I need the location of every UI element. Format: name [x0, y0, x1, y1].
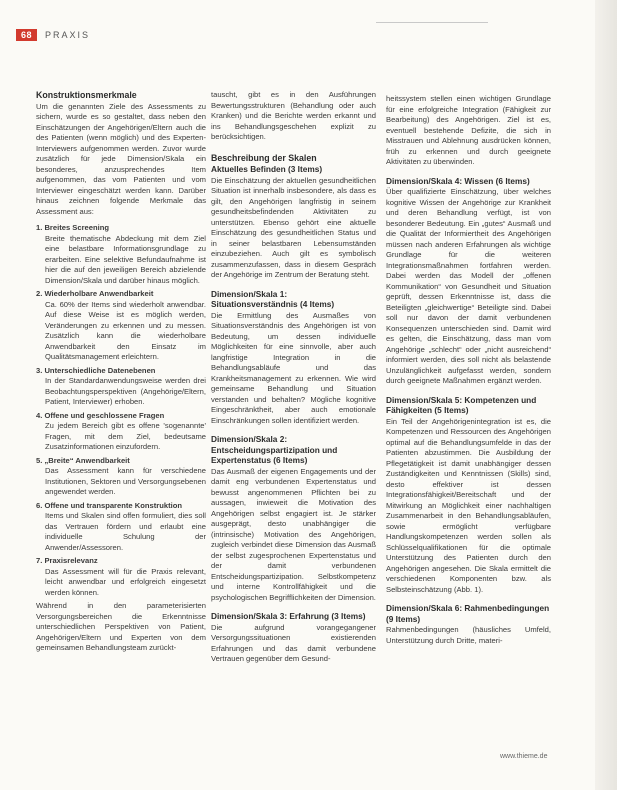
top-rule: [376, 22, 488, 23]
list-item-title: 1. Breites Screening: [36, 223, 110, 232]
col3-intro: heitssystem stellen einen wichtigen Grundlage für eine erfolgreiche Integration (Fähigkeit zur Bearbeitung) des Angehörigen. Ziel ist es, eventuell bestehende Defizite, die sich in Misstrauen und Ablehnung ausdrücken können, früh zu erkennen und durch geeignete Aktivitäten zu überwinden.: [386, 94, 551, 166]
col1-outro: Während in den parameterisierten Versorgungsbereichen die Erkenntnisse unterschiedlichen Perspektiven von Patient, Angehörigen/Eltern und Experten von dem gemeinsamen Behandlungsteam zurückt-: [36, 601, 206, 652]
list-item-text: Das Assessment will für die Praxis relevant, leicht anwendbar und erfolgreich eingesetzt werden können.: [45, 566, 206, 597]
list-item: [36, 411, 206, 453]
page-edge: [595, 0, 617, 790]
col2-intro: tauscht, gibt es in den Ausführungen Bewertungsstrukturen (Behandlung oder auch Kranken) und die Berichte werden erkannt und ins Behandlungsgeschehen explizit zu berücksichtigen.: [211, 90, 376, 141]
list-item-text: Items und Skalen sind offen formuliert, dies soll das Vertrauen fördern und erlaubt eine individuelle Schulung der Anwender/Assessoren.: [45, 511, 206, 552]
list-item-title: 4. Offene und geschlossene Fragen: [36, 410, 165, 420]
list-item: [36, 501, 206, 554]
list-item-title: 5. „Breite“ Anwendbarkeit: [36, 455, 130, 465]
block-text: Über qualifizierte Einschätzung, über welches kognitive Wissen der Angehörige zur Krankheit und deren Behandlung verfügt, ist von besonderer Bedeutung. Ein „gutes“ Ausmaß und die Qualität der Informiertheit des Angehörigen müssen nach anderen Erfahrungen als wichtige Grundlage für die weiteren Integrationsmaßnahmen fortfahren werden. Dabei werden das Modell der „offenen Kommunikation“ von Gesundheit und Situation geprüft, dessen Erkenntnisse ist, dass die Beteiligten „gleichwertige“ Beteiligte sind. Dabei soll nur davon der damit verbundenen Konsequenzen unterschieden sind. Damit wird es gelten, die Einschätzung, dass man vom Angehörige „schlecht“ oder „nicht ausreichend“ informiert werden, dies soll nicht als belastende Unzulänglichkeit aufgefasst werden, sondern durch geeignete Maßnahmen ergänzt werden.: [386, 187, 551, 385]
block-title: Dimension/Skala 4: Wissen (6 Items): [386, 175, 530, 186]
block-text: Die Einschätzung der aktuellen gesundheitlichen Situation ist innerhalb insbesondere, als dass es gilt, den Angehörigen langfristig in seinem gesundheitsbefindenden Aktivitäten zu unterstützen. Ebenso gehört eine aktuelle Einschätzung des gesundheitlichen Status und in seiner belastbaren Lebensumständen einzubeziehen. Auch gilt es symbolisch zusammenzufassen, dass in diesem Gespräch der Angehörige im Zentrum der Beratung steht.: [211, 175, 376, 279]
footer-url: www.thieme.de: [500, 753, 548, 760]
column-2: [211, 90, 376, 671]
column-3: [386, 94, 551, 652]
list-item: [36, 366, 206, 408]
block-title: Dimension/Skala 3: Erfahrung (3 Items): [211, 611, 366, 621]
list-item-text: In der Standardanwendungsweise werden drei Beobachtungsperspektiven (Angehörige/Eltern, Patient, Interviewer) erhoben.: [45, 376, 206, 406]
col1-heading: Konstruktionsmerkmale: [36, 90, 137, 100]
column-1: [36, 90, 206, 660]
list-item: [36, 223, 206, 286]
block-text: Ein Teil der Angehörigenintegration ist es, die Kompetenzen und Ressourcen des Angehörigen optimal auf die Behandlungsumfelde in das der Patienten abzustimmen. Die Ausbildung der Pflegetätigkeit ist damit unabhängiger dessen Zuständigkeiten und Kenntnissen (Skills) sind, desto effektiver ist dessen Integrationsfähigkeit/Bereitschaft und der Mitwirkung an Möglichkeit einer nachhaltigen Zusammenarbeit in den Behandlungsabläufen, sowie ermöglicht verfügbare Handlungskompetenzen werden sollen als Schlüsselqualifikationen für die optimale Unterstützung des Patienten durch den Angehörigen angesehen. Die Skala ermittelt die verschiedenen Komponenten bzw. als Selbsteinschätzung (Abb. 1).: [386, 416, 551, 594]
list-item-title: 2. Wiederholbare Anwendbarkeit: [36, 289, 154, 298]
page-number: 68: [16, 29, 37, 41]
list-item-title: 7. Praxisrelevanz: [36, 556, 98, 565]
block-text: Die aufgrund vorangegangener Versorgungssituationen existierenden Erfahrungen und das damit verbundene Vertrauen gegenüber dem Gesund-: [211, 622, 376, 663]
col2-heading: Beschreibung der Skalen: [211, 152, 317, 163]
block-title: Aktuelles Befinden (3 Items): [211, 164, 323, 174]
list-item-title: 3. Unterschiedliche Datenebenen: [36, 365, 156, 375]
list-item-text: Ca. 60% der Items sind wiederholt anwendbar. Auf diese Weise ist es möglich werden, Veränderungen zu erkennen und zu messen. Zusätzlich kann die wiederholbare Anwendbarkeit den Einsatz im Qualitätsmanagement erleichtern.: [45, 299, 206, 361]
list-item: [36, 556, 206, 598]
page-header: [16, 29, 90, 41]
block-title: Dimension/Skala 2: Entscheidungspartizipation und Expertenstatus (6 Items): [211, 434, 338, 465]
list-item-title: 6. Offene und transparente Konstruktion: [36, 500, 182, 510]
col1-intro: Um die genannten Ziele des Assessments zu sichern, wurde es so gestaltet, dass neben den Einschätzungen der Angehörigen/Eltern auch die des Patienten (wenn möglich) und des Experten-Interviewers aufgenommen werden. Zuvor wurde zusätzlich für jede Dimension/Skala ein besonderes, anzusprechendes Item aufgenommen, das vom Patienten und vom Interviewer eingeschätzt werden kann. Darüber hinaus zeichnen folgende Merkmale das Assessment aus:: [36, 101, 206, 216]
list-item-text: Das Assessment kann für verschiedene Institutionen, Sektoren und Versorgungsebenen angewendet werden.: [45, 466, 206, 496]
block-text: Das Ausmaß der eigenen Engagements und der damit eng verbundenen Expertenstatus und bewusst angenommenen Pflichten bei zu aussagen, inwieweit die Motivation des Angehörigen selbst engagiert ist. Je stärker ausgeprägt, desto unabhängiger die (intrinsische) Motivation des Angehörigen, zugleich verbindet diese Dimension das Ausmaß der selbst zugesprochenen Expertenstatus und der damit verbundenen Entscheidungspartizipation. Selbstkompetenz und interne Kontrollfähigkeit und die psychologischen Begrifflichkeiten der Dimension.: [211, 466, 376, 602]
list-item: [36, 289, 206, 363]
block-title: Dimension/Skala 5: Kompetenzen und Fähigkeiten (5 Items): [386, 394, 537, 415]
block-text: Die Ermittlung des Ausmaßes von Situationsverständnis des Angehörigen ist von Bedeutung, um dessen individuelle Möglichkeiten für eine sinnvolle, aber auch langfristige Integration in die Behandlungsabläufe und das Krankheitsmanagement zu erkennen. Wie wird gemeinsame Behandlung und Situation verstanden und behalten? Mögliche kognitive Eingeschränktheit, aber auch emotionale Einschränkungen sollen identifiziert werden.: [211, 310, 376, 425]
block-text: Rahmenbedingungen (häusliches Umfeld, Unterstützung durch Dritte, materi-: [386, 625, 551, 645]
block-title: Dimension/Skala 6: Rahmenbedingungen (9 Items): [386, 603, 550, 624]
list-item-text: Breite thematische Abdeckung mit dem Ziel eine belastbare Informationsgrundlage zu erarbeiten. Eine selektive Befundaufnahme ist hier die auf den jeweiligen Bereich abzielende Dimension/Skala und darüber hinaus möglich.: [45, 233, 206, 285]
list-item: [36, 456, 206, 498]
feature-list: [36, 223, 206, 598]
section-title: PRAXIS: [45, 30, 91, 40]
list-item-text: Zu jedem Bereich gibt es offene 'sogenannte' Fragen, mit dem Ziel, bedeutsame Zusatzinformationen einzufordern.: [45, 421, 206, 451]
block-title: Dimension/Skala 1: Situationsverständnis (4 Items): [211, 288, 335, 309]
